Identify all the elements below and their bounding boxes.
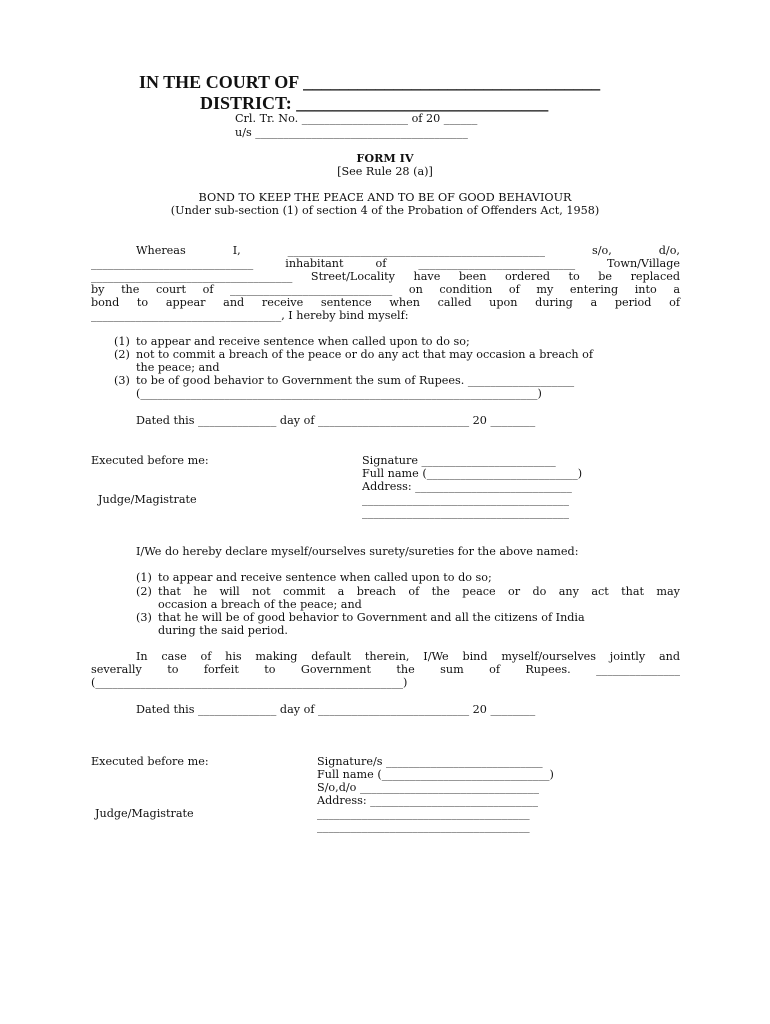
list-number: (1) <box>114 335 130 348</box>
dated-line: Dated this ______________ day of ___________________________ 20 ________ <box>136 414 536 427</box>
list-item-continued: occasion a breach of the peace; and <box>158 598 362 611</box>
us-section-line: u/s ______________________________________ <box>235 126 468 139</box>
list-item: not to commit a breach of the peace or do any act that may occasion a breach of <box>136 348 593 361</box>
signature-field: Signature ________________________ <box>362 454 556 467</box>
bond-title: BOND TO KEEP THE PEACE AND TO BE OF GOOD BEHAVIOUR <box>198 191 572 204</box>
list-item-continued: during the said period. <box>158 624 288 637</box>
para1-line5: bond to appear and receive sentence when called upon during a period of <box>91 296 680 309</box>
form-title: FORM IV <box>356 151 414 165</box>
form-rule: [See Rule 28 (a)] <box>337 165 433 178</box>
list-number: (2) <box>136 585 152 598</box>
list-item: to appear and receive sentence when called upon to do so; <box>136 335 470 348</box>
list-item: to be of good behavior to Government the sum of Rupees. ___________________ <box>136 374 575 387</box>
court-line: IN THE COURT OF _________________________________ <box>139 72 601 92</box>
address-field: Address: ____________________________ <box>362 480 572 493</box>
list-number: (1) <box>136 571 152 584</box>
para1-line2: _____________________________ inhabitant of ____________________________ Town/Village <box>91 257 680 270</box>
para2-line2: severally to forfeit to Government the sum of Rupees. _______________ <box>91 663 680 676</box>
para2-line3: (_______________________________________________________) <box>91 676 408 689</box>
para1-line3: ____________________________________ Street/Locality have been ordered to be replaced <box>91 270 680 283</box>
list-number: (3) <box>136 611 152 624</box>
para1-line6: __________________________________, I hereby bind myself: <box>91 309 409 322</box>
district-line: DISTRICT: ____________________________ <box>200 93 549 113</box>
sodo-field: S/o,d/o ________________________________ <box>317 781 539 794</box>
bond-subtitle: (Under sub-section (1) of section 4 of the Probation of Offenders Act, 1958) <box>170 204 600 217</box>
signature-field: Signature/s ____________________________ <box>317 755 543 768</box>
address-line: ______________________________________ <box>317 820 530 833</box>
address-line: _____________________________________ <box>362 493 569 506</box>
rupees-words-blank: (_______________________________________________________________________) <box>136 387 542 400</box>
executed-before-me: Executed before me: <box>91 755 209 768</box>
address-line: ______________________________________ <box>317 807 530 820</box>
list-item: that he will not commit a breach of the peace or do any act that may <box>158 585 680 598</box>
para2-line1: In case of his making default therein, I/We bind myself/ourselves jointly and <box>136 650 680 663</box>
fullname-field: Full name (___________________________) <box>362 467 583 480</box>
judge-magistrate: Judge/Magistrate <box>95 807 194 820</box>
dated-line: Dated this ______________ day of ___________________________ 20 ________ <box>136 703 536 716</box>
list-number: (2) <box>114 348 130 361</box>
list-item: to appear and receive sentence when called upon to do so; <box>158 571 492 584</box>
judge-magistrate: Judge/Magistrate <box>98 493 197 506</box>
para1-line4: by the court of _____________________________ on condition of my entering into a <box>91 283 680 296</box>
list-item: that he will be of good behavior to Government and all the citizens of India <box>158 611 585 624</box>
address-field: Address: ______________________________ <box>317 794 538 807</box>
list-item-continued: the peace; and <box>136 361 220 374</box>
fullname-field: Full name (______________________________) <box>317 768 554 781</box>
para1-line1: Whereas I, ______________________________________________ s/o, d/o, <box>136 244 680 257</box>
list-number: (3) <box>114 374 130 387</box>
executed-before-me: Executed before me: <box>91 454 209 467</box>
address-line: _____________________________________ <box>362 506 569 519</box>
crl-tr-no-line: Crl. Tr. No. ___________________ of 20 ______ <box>235 112 478 125</box>
surety-declaration: I/We do hereby declare myself/ourselves surety/sureties for the above named: <box>136 545 579 558</box>
